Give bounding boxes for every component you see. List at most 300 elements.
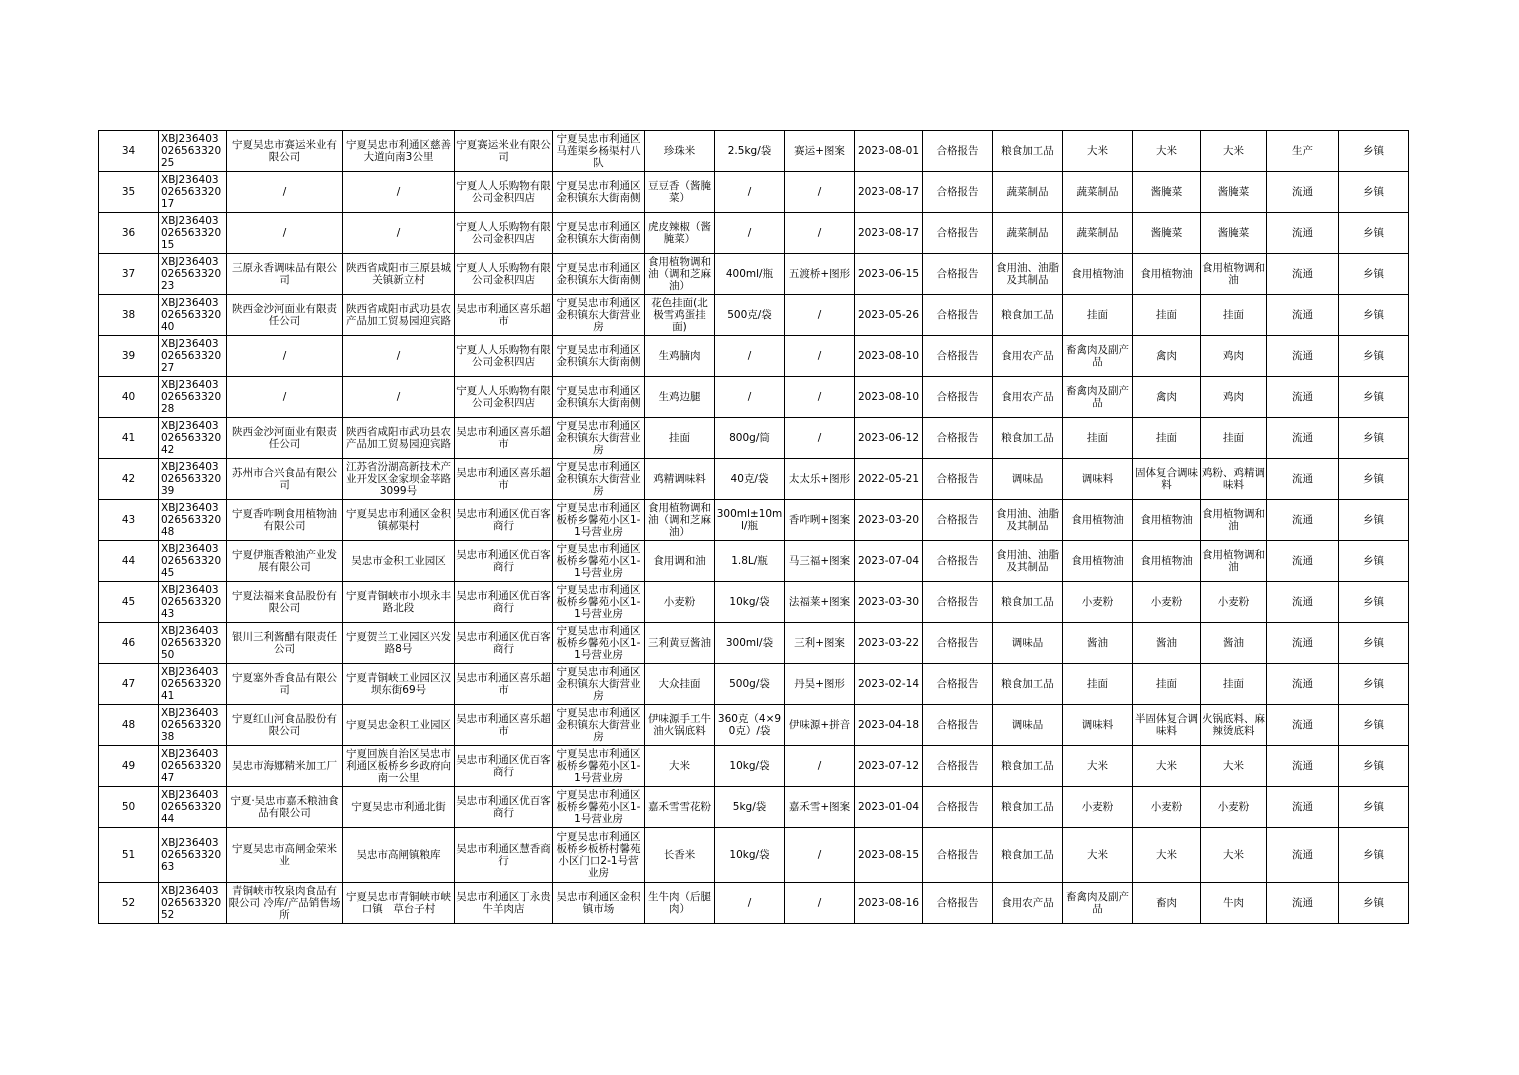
table-cell: 半固体复合调味料 — [1133, 705, 1201, 746]
table-cell: 生鸡腩肉 — [645, 336, 715, 377]
table-cell: 挂面 — [1133, 664, 1201, 705]
table-cell: 吴忠市利通区喜乐超市 — [455, 705, 553, 746]
table-cell: / — [785, 883, 855, 924]
table-cell: 挂面 — [1063, 295, 1133, 336]
table-cell: 流通 — [1267, 500, 1339, 541]
table-row — [99, 295, 1409, 336]
table-cell: 宁夏塞外香食品有限公司 — [227, 664, 343, 705]
table-cell: / — [715, 213, 785, 254]
table-cell: 2023-03-30 — [855, 582, 923, 623]
table-cell: 食用植物油 — [1063, 254, 1133, 295]
table-cell: / — [785, 336, 855, 377]
table-cell: / — [227, 213, 343, 254]
table-cell: 50 — [99, 787, 159, 828]
table-body — [99, 131, 1409, 924]
table-cell: 青铜峡市牧泉肉食品有限公司 冷库/产品销售场所 — [227, 883, 343, 924]
table-cell: 乡镇 — [1339, 172, 1409, 213]
table-cell: 食用植物油 — [1133, 541, 1201, 582]
table-cell: 挂面 — [645, 418, 715, 459]
table-cell: 食用农产品 — [993, 883, 1063, 924]
table-cell: 三利黄豆酱油 — [645, 623, 715, 664]
table-cell: 500g/袋 — [715, 664, 785, 705]
table-cell: / — [715, 377, 785, 418]
table-cell: / — [715, 172, 785, 213]
table-cell: 宁夏吴忠市赛运米业有限公司 — [227, 131, 343, 172]
table-cell: 大米 — [1201, 828, 1267, 883]
table-cell: 酱腌菜 — [1201, 172, 1267, 213]
table-cell: 食用植物调和油（调和芝麻油） — [645, 254, 715, 295]
table-cell: 吴忠市利通区喜乐超市 — [455, 418, 553, 459]
table-cell: XBJ23640302656332015 — [159, 213, 227, 254]
table-cell: 合格报告 — [923, 254, 993, 295]
table-cell: 小麦粉 — [1133, 582, 1201, 623]
table-cell: 伊味源+拼音 — [785, 705, 855, 746]
table-cell: 宁夏吴忠金积工业园区 — [343, 705, 455, 746]
table-cell: XBJ23640302656332028 — [159, 377, 227, 418]
table-cell: 流通 — [1267, 705, 1339, 746]
table-row — [99, 883, 1409, 924]
table-cell: 大米 — [1133, 746, 1201, 787]
table-row — [99, 541, 1409, 582]
table-cell: 嘉禾雪雪花粉 — [645, 787, 715, 828]
table-cell: 2023-08-17 — [855, 172, 923, 213]
table-cell: 乡镇 — [1339, 787, 1409, 828]
table-row — [99, 254, 1409, 295]
table-cell: XBJ23640302656332052 — [159, 883, 227, 924]
table-cell: 宁夏伊瓶香粮油产业发展有限公司 — [227, 541, 343, 582]
table-cell: 乡镇 — [1339, 828, 1409, 883]
table-cell: 宁夏吴忠市利通区慈善大道向南3公里 — [343, 131, 455, 172]
table-cell: 合格报告 — [923, 828, 993, 883]
table-row — [99, 336, 1409, 377]
table-cell: 食用油、油脂及其制品 — [993, 541, 1063, 582]
table-cell: 大米 — [1063, 131, 1133, 172]
table-cell: / — [785, 172, 855, 213]
table-cell: 43 — [99, 500, 159, 541]
table-cell: 合格报告 — [923, 377, 993, 418]
table-cell: 流通 — [1267, 295, 1339, 336]
table-cell: 伊味源手工牛油火锅底料 — [645, 705, 715, 746]
table-cell: 合格报告 — [923, 172, 993, 213]
table-row — [99, 500, 1409, 541]
table-cell: XBJ23640302656332025 — [159, 131, 227, 172]
table-cell: 800g/筒 — [715, 418, 785, 459]
table-cell: 吴忠市利通区喜乐超市 — [455, 295, 553, 336]
table-cell: 乡镇 — [1339, 254, 1409, 295]
table-cell: 45 — [99, 582, 159, 623]
table-cell: 苏州市合兴食品有限公司 — [227, 459, 343, 500]
table-cell: 乡镇 — [1339, 746, 1409, 787]
table-cell: 小麦粉 — [1201, 787, 1267, 828]
table-cell: 长香米 — [645, 828, 715, 883]
table-cell: 粮食加工品 — [993, 131, 1063, 172]
table-cell: 合格报告 — [923, 213, 993, 254]
table-cell: 2023-08-10 — [855, 377, 923, 418]
table-cell: 流通 — [1267, 213, 1339, 254]
table-cell: 宁夏人人乐购物有限公司金积四店 — [455, 377, 553, 418]
table-cell: 37 — [99, 254, 159, 295]
sampling-results-table — [98, 130, 1409, 924]
table-cell: XBJ23640302656332047 — [159, 746, 227, 787]
table-cell: 2023-08-10 — [855, 336, 923, 377]
table-cell: 乡镇 — [1339, 418, 1409, 459]
table-cell: 食用植物油 — [1133, 500, 1201, 541]
table-cell: 酱油 — [1133, 623, 1201, 664]
table-cell: 合格报告 — [923, 746, 993, 787]
table-cell: 鸡肉 — [1201, 336, 1267, 377]
table-cell: 固体复合调味料 — [1133, 459, 1201, 500]
table-cell: 畜禽肉及副产品 — [1063, 883, 1133, 924]
table-cell: 宁夏人人乐购物有限公司金积四店 — [455, 213, 553, 254]
table-cell: 流通 — [1267, 541, 1339, 582]
table-cell: XBJ23640302656332050 — [159, 623, 227, 664]
table-cell: 大米 — [1133, 828, 1201, 883]
table-cell: 酱腌菜 — [1133, 172, 1201, 213]
table-row — [99, 172, 1409, 213]
table-cell: 10kg/袋 — [715, 582, 785, 623]
table-cell: 挂面 — [1133, 295, 1201, 336]
table-cell: 宁夏吴忠市利通北街 — [343, 787, 455, 828]
table-cell: 丹昊+图形 — [785, 664, 855, 705]
table-cell: 食用植物调和油 — [1201, 500, 1267, 541]
table-cell: 合格报告 — [923, 459, 993, 500]
table-cell: 2022-05-21 — [855, 459, 923, 500]
table-cell: 合格报告 — [923, 705, 993, 746]
table-cell: 三原永香调味品有限公司 — [227, 254, 343, 295]
table-cell: 食用植物油 — [1063, 500, 1133, 541]
table-cell: 乡镇 — [1339, 213, 1409, 254]
table-cell: 食用农产品 — [993, 336, 1063, 377]
table-row — [99, 828, 1409, 883]
table-cell: 合格报告 — [923, 500, 993, 541]
table-cell: 食用植物油 — [1133, 254, 1201, 295]
table-cell: 宁夏吴忠市利通区金积镇东大街营业房 — [553, 459, 645, 500]
table-cell: 36 — [99, 213, 159, 254]
table-cell: 大米 — [1133, 131, 1201, 172]
table-cell: 流通 — [1267, 336, 1339, 377]
table-cell: 51 — [99, 828, 159, 883]
table-cell: 47 — [99, 664, 159, 705]
table-cell: 400ml/瓶 — [715, 254, 785, 295]
table-cell: 香咋咧+图案 — [785, 500, 855, 541]
table-cell: XBJ23640302656332023 — [159, 254, 227, 295]
table-cell: 2023-07-04 — [855, 541, 923, 582]
table-cell: 宁夏吴忠市利通区板桥乡馨苑小区1-1号营业房 — [553, 746, 645, 787]
table-cell: 49 — [99, 746, 159, 787]
table-cell: 调味料 — [1063, 705, 1133, 746]
table-cell: 宁夏吴忠市利通区金积镇东大街南侧 — [553, 172, 645, 213]
table-cell: XBJ23640302656332039 — [159, 459, 227, 500]
table-cell: 吴忠市利通区金积镇市场 — [553, 883, 645, 924]
table-cell: 流通 — [1267, 787, 1339, 828]
table-cell: 五渡桥+图形 — [785, 254, 855, 295]
table-cell: 42 — [99, 459, 159, 500]
table-cell: XBJ23640302656332045 — [159, 541, 227, 582]
table-cell: 吴忠市利通区优百客商行 — [455, 500, 553, 541]
table-cell: 鸡粉、鸡精调味料 — [1201, 459, 1267, 500]
table-cell: 粮食加工品 — [993, 664, 1063, 705]
table-cell: 食用油、油脂及其制品 — [993, 254, 1063, 295]
table-cell: 宁夏吴忠市利通区板桥乡馨苑小区1-1号营业房 — [553, 787, 645, 828]
table-cell: 2023-03-20 — [855, 500, 923, 541]
table-cell: 食用植物调和油 — [1201, 254, 1267, 295]
table-cell: 宁夏青铜峡市小坝永丰路北段 — [343, 582, 455, 623]
table-cell: 宁夏吴忠市利通区板桥乡馨苑小区1-1号营业房 — [553, 623, 645, 664]
table-cell: 小麦粉 — [1133, 787, 1201, 828]
table-cell: 宁夏红山河食品股份有限公司 — [227, 705, 343, 746]
table-cell: 马三福+图案 — [785, 541, 855, 582]
table-cell: 吴忠市利通区优百客商行 — [455, 541, 553, 582]
table-cell: 挂面 — [1133, 418, 1201, 459]
table-cell: 流通 — [1267, 623, 1339, 664]
table-cell: 500克/袋 — [715, 295, 785, 336]
table-cell: 粮食加工品 — [993, 295, 1063, 336]
table-cell: 44 — [99, 541, 159, 582]
table-cell: 40克/袋 — [715, 459, 785, 500]
table-cell: 吴忠市利通区优百客商行 — [455, 746, 553, 787]
table-cell: 2023-03-22 — [855, 623, 923, 664]
table-cell: 乡镇 — [1339, 705, 1409, 746]
table-cell: 大众挂面 — [645, 664, 715, 705]
table-row — [99, 582, 1409, 623]
table-cell: 粮食加工品 — [993, 787, 1063, 828]
table-cell: 流通 — [1267, 172, 1339, 213]
table-cell: 食用调和油 — [645, 541, 715, 582]
table-cell: XBJ23640302656332027 — [159, 336, 227, 377]
table-cell: XBJ23640302656332043 — [159, 582, 227, 623]
table-cell: 宁夏回族自治区吴忠市利通区板桥乡乡政府向南一公里 — [343, 746, 455, 787]
table-cell: 大米 — [1201, 746, 1267, 787]
table-cell: 粮食加工品 — [993, 828, 1063, 883]
table-cell: 宁夏吴忠市利通区金积镇东大街营业房 — [553, 295, 645, 336]
table-cell: 宁夏人人乐购物有限公司金积四店 — [455, 172, 553, 213]
table-cell: 2023-08-17 — [855, 213, 923, 254]
table-cell: 2023-05-26 — [855, 295, 923, 336]
table-cell: 酱油 — [1063, 623, 1133, 664]
table-cell: 宁夏吴忠市利通区金积镇东大街营业房 — [553, 418, 645, 459]
table-cell: 江苏省汾湖高新技术产业开发区金家坝金莘路3099号 — [343, 459, 455, 500]
table-cell: 挂面 — [1063, 664, 1133, 705]
table-cell: 合格报告 — [923, 787, 993, 828]
table-cell: 乡镇 — [1339, 582, 1409, 623]
table-cell: XBJ23640302656332048 — [159, 500, 227, 541]
table-cell: 吴忠市利通区丁永贵牛羊肉店 — [455, 883, 553, 924]
table-cell: 吴忠市海娜精米加工厂 — [227, 746, 343, 787]
table-cell: 吴忠市利通区优百客商行 — [455, 582, 553, 623]
table-cell: / — [227, 377, 343, 418]
table-cell: 食用植物调和油（调和芝麻油） — [645, 500, 715, 541]
table-row — [99, 623, 1409, 664]
table-row — [99, 787, 1409, 828]
table-cell: 2023-01-04 — [855, 787, 923, 828]
table-cell: 宁夏吴忠市利通区金积镇东大街南侧 — [553, 213, 645, 254]
table-cell: 吴忠市利通区优百客商行 — [455, 623, 553, 664]
table-cell: 食用植物调和油 — [1201, 541, 1267, 582]
table-cell: 宁夏吴忠市利通区板桥乡馨苑小区1-1号营业房 — [553, 500, 645, 541]
table-cell: 吴忠市利通区喜乐超市 — [455, 664, 553, 705]
table-cell: 宁夏青铜峡工业园区汉坝东街69号 — [343, 664, 455, 705]
table-cell: 宁夏香咋咧食用植物油有限公司 — [227, 500, 343, 541]
table-cell: 宁夏吴忠市利通区金积镇东大街南侧 — [553, 377, 645, 418]
table-cell: 宁夏吴忠市利通区金积镇郝渠村 — [343, 500, 455, 541]
table-cell: 2023-08-16 — [855, 883, 923, 924]
table-cell: 流通 — [1267, 664, 1339, 705]
table-cell: 宁夏吴忠市青铜峡市峡口镇 草台子村 — [343, 883, 455, 924]
table-cell: 34 — [99, 131, 159, 172]
table-cell: 宁夏吴忠市利通区板桥乡板桥村馨苑小区门口2-1号营业房 — [553, 828, 645, 883]
table-cell: 鸡精调味料 — [645, 459, 715, 500]
table-cell: 宁夏吴忠市利通区板桥乡馨苑小区1-1号营业房 — [553, 582, 645, 623]
table-cell: 48 — [99, 705, 159, 746]
table-cell: 豆豆香（酱腌菜） — [645, 172, 715, 213]
table-cell: 酱腌菜 — [1201, 213, 1267, 254]
table-cell: 宁夏吴忠市利通区金积镇东大街营业房 — [553, 705, 645, 746]
table-cell: 10kg/袋 — [715, 746, 785, 787]
table-cell: XBJ23640302656332042 — [159, 418, 227, 459]
table-cell: / — [785, 295, 855, 336]
table-cell: 5kg/袋 — [715, 787, 785, 828]
table-cell: 流通 — [1267, 746, 1339, 787]
table-cell: 银川三利酱醋有限责任公司 — [227, 623, 343, 664]
table-cell: 三利+图案 — [785, 623, 855, 664]
table-cell: 乡镇 — [1339, 500, 1409, 541]
table-cell: 合格报告 — [923, 336, 993, 377]
table-cell: 虎皮辣椒（酱腌菜） — [645, 213, 715, 254]
table-cell: 52 — [99, 883, 159, 924]
table-cell: 法福莱+图案 — [785, 582, 855, 623]
table-cell: 吴忠市利通区喜乐超市 — [455, 459, 553, 500]
table-cell: 2023-08-01 — [855, 131, 923, 172]
table-cell: 大米 — [1063, 828, 1133, 883]
table-cell: 39 — [99, 336, 159, 377]
table-row — [99, 418, 1409, 459]
table-cell: 宁夏赛运米业有限公司 — [455, 131, 553, 172]
table-cell: 合格报告 — [923, 623, 993, 664]
table-cell: / — [785, 213, 855, 254]
table-cell: 粮食加工品 — [993, 746, 1063, 787]
table-cell: 赛运+图案 — [785, 131, 855, 172]
table-cell: 合格报告 — [923, 418, 993, 459]
table-cell: 宁夏吴忠市利通区金积镇东大街营业房 — [553, 664, 645, 705]
table-row — [99, 459, 1409, 500]
table-cell: 乡镇 — [1339, 336, 1409, 377]
table-cell: 2023-04-18 — [855, 705, 923, 746]
table-cell: 宁夏人人乐购物有限公司金积四店 — [455, 254, 553, 295]
table-cell: 2023-02-14 — [855, 664, 923, 705]
table-cell: 合格报告 — [923, 664, 993, 705]
table-cell: 乡镇 — [1339, 295, 1409, 336]
table-cell: 41 — [99, 418, 159, 459]
table-cell: / — [343, 213, 455, 254]
table-cell: / — [343, 377, 455, 418]
table-cell: 宁夏吴忠市利通区金积镇东大街南侧 — [553, 336, 645, 377]
table-cell: 陕西省咸阳市三原县城关镇新立村 — [343, 254, 455, 295]
table-cell: / — [227, 172, 343, 213]
table-cell: 300ml/袋 — [715, 623, 785, 664]
table-cell: 流通 — [1267, 828, 1339, 883]
table-cell: 宁夏吴忠市利通区马莲渠乡杨渠村八队 — [553, 131, 645, 172]
table-cell: / — [785, 418, 855, 459]
table-cell: 2023-06-12 — [855, 418, 923, 459]
table-cell: 360克（4×90克）/袋 — [715, 705, 785, 746]
table-cell: 大米 — [1201, 131, 1267, 172]
table-cell: 合格报告 — [923, 131, 993, 172]
table-cell: 挂面 — [1063, 418, 1133, 459]
table-cell: 调味品 — [993, 705, 1063, 746]
table-cell: XBJ23640302656332040 — [159, 295, 227, 336]
table-cell: 宁夏法福来食品股份有限公司 — [227, 582, 343, 623]
table-cell: / — [785, 746, 855, 787]
table-cell: 2.5kg/袋 — [715, 131, 785, 172]
table-cell: 300ml±10ml/瓶 — [715, 500, 785, 541]
table-cell: 火锅底料、麻辣烫底料 — [1201, 705, 1267, 746]
table-cell: 挂面 — [1201, 418, 1267, 459]
table-cell: 吴忠市利通区优百客商行 — [455, 787, 553, 828]
table-cell: 蔬菜制品 — [1063, 172, 1133, 213]
table-cell: XBJ23640302656332017 — [159, 172, 227, 213]
table-cell: 流通 — [1267, 459, 1339, 500]
table-cell: 合格报告 — [923, 541, 993, 582]
table-cell: 生牛肉（后腿肉） — [645, 883, 715, 924]
table-row — [99, 131, 1409, 172]
table-cell: 食用油、油脂及其制品 — [993, 500, 1063, 541]
table-cell: 吴忠市高闸镇粮库 — [343, 828, 455, 883]
table-cell: 陕西金沙河面业有限责任公司 — [227, 295, 343, 336]
table-cell: 畜肉 — [1133, 883, 1201, 924]
table-cell: 宁夏吴忠市高闸金荣米业 — [227, 828, 343, 883]
table-cell: / — [785, 828, 855, 883]
table-row — [99, 705, 1409, 746]
table-cell: 乡镇 — [1339, 131, 1409, 172]
table-row — [99, 664, 1409, 705]
table-cell: 2023-06-15 — [855, 254, 923, 295]
table-row — [99, 746, 1409, 787]
table-cell: 2023-08-15 — [855, 828, 923, 883]
table-cell: 38 — [99, 295, 159, 336]
table-cell: 挂面 — [1201, 295, 1267, 336]
table-cell: 生产 — [1267, 131, 1339, 172]
table-cell: 乡镇 — [1339, 541, 1409, 582]
table-cell: 小麦粉 — [1063, 787, 1133, 828]
table-cell: 合格报告 — [923, 582, 993, 623]
table-cell: 蔬菜制品 — [993, 172, 1063, 213]
table-cell: 2023-07-12 — [855, 746, 923, 787]
table-cell: 乡镇 — [1339, 623, 1409, 664]
table-cell: XBJ23640302656332044 — [159, 787, 227, 828]
table-cell: 流通 — [1267, 582, 1339, 623]
table-cell: 鸡肉 — [1201, 377, 1267, 418]
table-cell: 流通 — [1267, 883, 1339, 924]
table-cell: 乡镇 — [1339, 664, 1409, 705]
table-cell: 畜禽肉及副产品 — [1063, 377, 1133, 418]
table-cell: / — [785, 377, 855, 418]
table-cell: 粮食加工品 — [993, 582, 1063, 623]
table-cell: 食用植物油 — [1063, 541, 1133, 582]
table-cell: 大米 — [645, 746, 715, 787]
table-cell: 食用农产品 — [993, 377, 1063, 418]
table-cell: 宁夏吴忠市利通区金积镇东大街南侧 — [553, 254, 645, 295]
table-cell: 流通 — [1267, 254, 1339, 295]
table-cell: 合格报告 — [923, 295, 993, 336]
table-cell: 酱油 — [1201, 623, 1267, 664]
table-cell: / — [343, 336, 455, 377]
table-cell: / — [715, 336, 785, 377]
table-cell: 宁夏贺兰工业园区兴发路8号 — [343, 623, 455, 664]
table-cell: XBJ23640302656332063 — [159, 828, 227, 883]
table-cell: XBJ23640302656332041 — [159, 664, 227, 705]
table-cell: 35 — [99, 172, 159, 213]
table-cell: 嘉禾雪+图案 — [785, 787, 855, 828]
